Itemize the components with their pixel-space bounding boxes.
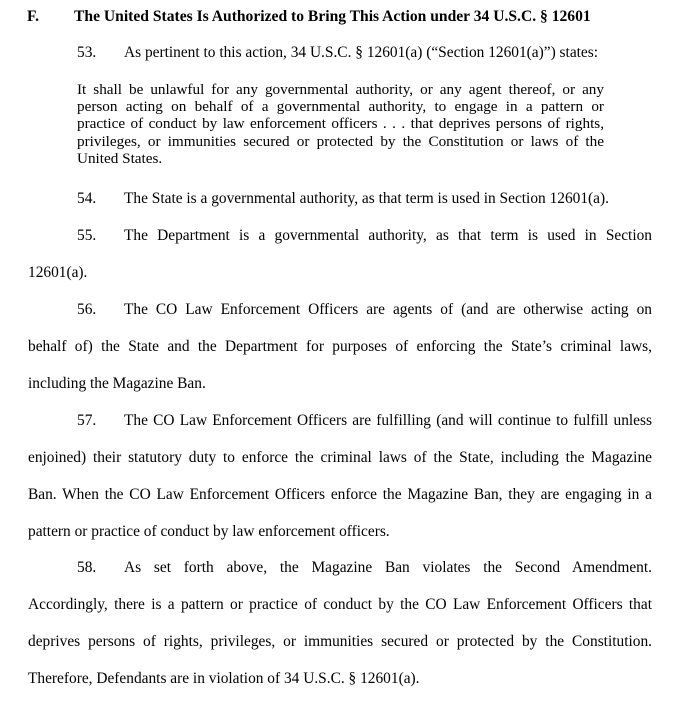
paragraph-text: The CO Law Enforcement Officers are agents of (and are otherwise acting on xyxy=(124,301,652,318)
quote-line: United States. xyxy=(77,149,163,167)
paragraph-number: 56. xyxy=(77,301,97,318)
paragraph-number: 58. xyxy=(77,559,97,576)
paragraph-text: Therefore, Defendants are in violation of 34 U.S.C. § 12601(a). xyxy=(28,670,420,687)
block-quote xyxy=(77,81,604,167)
quote-line: privileges, or immunities secured or protected by the Constitution or laws of the xyxy=(77,132,604,150)
quote-line: It shall be unlawful for any governmental authority, or any agent thereof, or any xyxy=(77,81,604,98)
paragraph-text: The Department is a governmental authority, as that term is used in Section xyxy=(124,227,652,244)
paragraph-text: pattern or practice of conduct by law enforcement officers. xyxy=(28,523,390,540)
quote-line: person acting on behalf of a governmental authority, to engage in a pattern or xyxy=(77,98,604,116)
quote-line: practice of conduct by law enforcement officers . . . that deprives persons of rights, xyxy=(77,115,604,133)
paragraph-text: enjoined) their statutory duty to enforce the criminal laws of the State, including the Magazine xyxy=(28,449,652,466)
paragraph-number: 57. xyxy=(77,412,97,429)
paragraph-text: Accordingly, there is a pattern or practice of conduct by the CO Law Enforcement Officers that xyxy=(28,596,652,613)
paragraph-text: As pertinent to this action, 34 U.S.C. § 12601(a) (“Section 12601(a)”) states: xyxy=(124,44,599,61)
section-title: The United States Is Authorized to Bring This Action under 34 U.S.C. § 12601 xyxy=(74,8,591,25)
paragraph-text: The State is a governmental authority, as that term is used in Section 12601(a). xyxy=(124,190,609,207)
paragraph-number: 55. xyxy=(77,227,97,244)
paragraph-text: including the Magazine Ban. xyxy=(28,375,206,392)
paragraph-number: 54. xyxy=(77,190,97,207)
paragraph-text: 12601(a). xyxy=(28,264,88,281)
paragraph-text: deprives persons of rights, privileges, or immunities secured or protected by the Constitution. xyxy=(28,633,652,650)
paragraph-number: 53. xyxy=(77,44,97,61)
paragraph-text: The CO Law Enforcement Officers are fulfilling (and will continue to fulfill unless xyxy=(124,412,652,429)
paragraph-text: behalf of) the State and the Department for purposes of enforcing the State’s criminal laws, xyxy=(28,338,652,355)
paragraph-text: As set forth above, the Magazine Ban violates the Second Amendment. xyxy=(124,559,652,576)
section-label: F. xyxy=(27,8,39,25)
paragraph-text: Ban. When the CO Law Enforcement Officers enforce the Magazine Ban, they are engaging in a xyxy=(28,486,652,503)
